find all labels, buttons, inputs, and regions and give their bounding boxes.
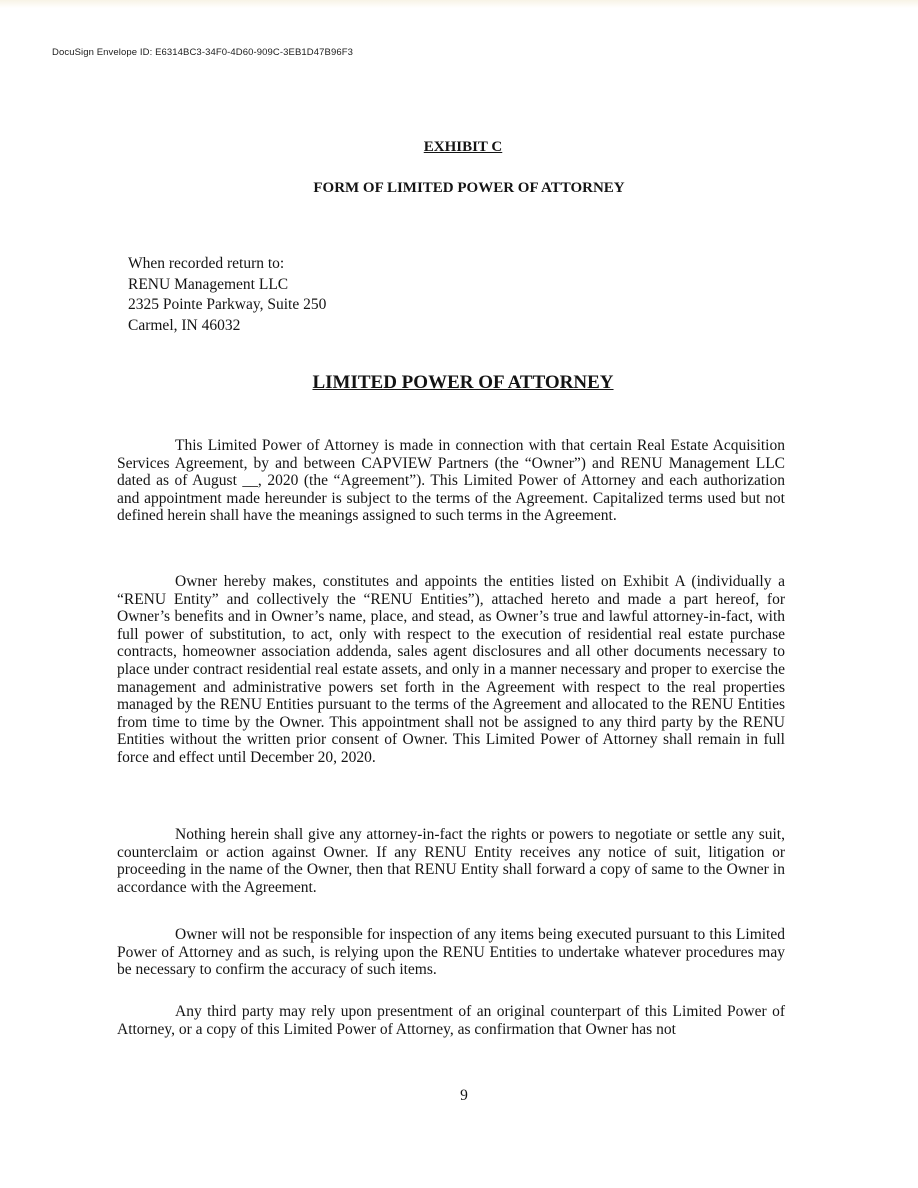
paragraph-4: Owner will not be responsible for inspection of any items being executed pursuant to this Limited Power of Attorney and as such, is relying upon the RENU Entities to undertake whatever procedures may be necessary to confirm the accuracy of such items.: [117, 926, 785, 979]
return-line-1: When recorded return to:: [128, 255, 285, 272]
docusign-envelope-id: DocuSign Envelope ID: E6314BC3-34F0-4D60-909C-3EB1D47B96F3: [52, 47, 353, 58]
form-title: FORM OF LIMITED POWER OF ATTORNEY: [313, 180, 625, 196]
exhibit-heading: [0, 139, 918, 156]
paragraph-1: This Limited Power of Attorney is made in connection with that certain Real Estate Acquisition Services Agreement, by and between CAPVIEW Partners (the “Owner”) and RENU Management LLC dated as of August __, 2020 (the “Agreement”). This Limited Power of Attorney and each authorization and appointment made hereunder is subject to the terms of the Agreement. Capitalized terms used but not defined herein shall have the meanings assigned to such terms in the Agreement.: [117, 437, 785, 525]
return-line-3: 2325 Pointe Parkway, Suite 250: [128, 296, 327, 313]
return-line-2: RENU Management LLC: [128, 275, 289, 293]
return-address-block: [128, 254, 326, 336]
paragraph-2: Owner hereby makes, constitutes and appoints the entities listed on Exhibit A (individually a “RENU Entity” and collectively the “RENU Entities”), attached hereto and made a part hereof, for Owner’s benefits and in Owner’s name, place, and stead, as Owner’s true and lawful attorney-in-fact, with full power of substitution, to act, only with respect to the execution of residential real estate purchase contracts, homeowner association addenda, sales agent disclosures and all other documents necessary to place under contract residential real estate assets, and only in a manner necessary and proper to exercise the management and administrative powers set forth in the Agreement with respect to the real properties managed by the RENU Entities pursuant to the terms of the Agreement and allocated to the RENU Entities from time to time by the Owner. This appointment shall not be assigned to any third party by the RENU Entities without the written prior consent of Owner. This Limited Power of Attorney shall remain in full force and effect until December 20, 2020.: [117, 573, 785, 766]
document-title: LIMITED POWER OF ATTORNEY: [312, 372, 614, 393]
exhibit-heading-text: EXHIBIT C: [423, 139, 503, 155]
scan-edge-shading: [0, 0, 918, 8]
paragraph-5: Any third party may rely upon presentment of an original counterpart of this Limited Power of Attorney, or a copy of this Limited Power of Attorney, as confirmation that Owner has not: [117, 1003, 785, 1038]
paragraph-3: Nothing herein shall give any attorney-in-fact the rights or powers to negotiate or settle any suit, counterclaim or action against Owner. If any RENU Entity receives any notice of suit, litigation or proceeding in the name of the Owner, then that RENU Entity shall forward a copy of same to the Owner in accordance with the Agreement.: [117, 826, 785, 896]
return-line-4: Carmel, IN 46032: [128, 316, 241, 334]
page-number: 9: [460, 1087, 468, 1104]
